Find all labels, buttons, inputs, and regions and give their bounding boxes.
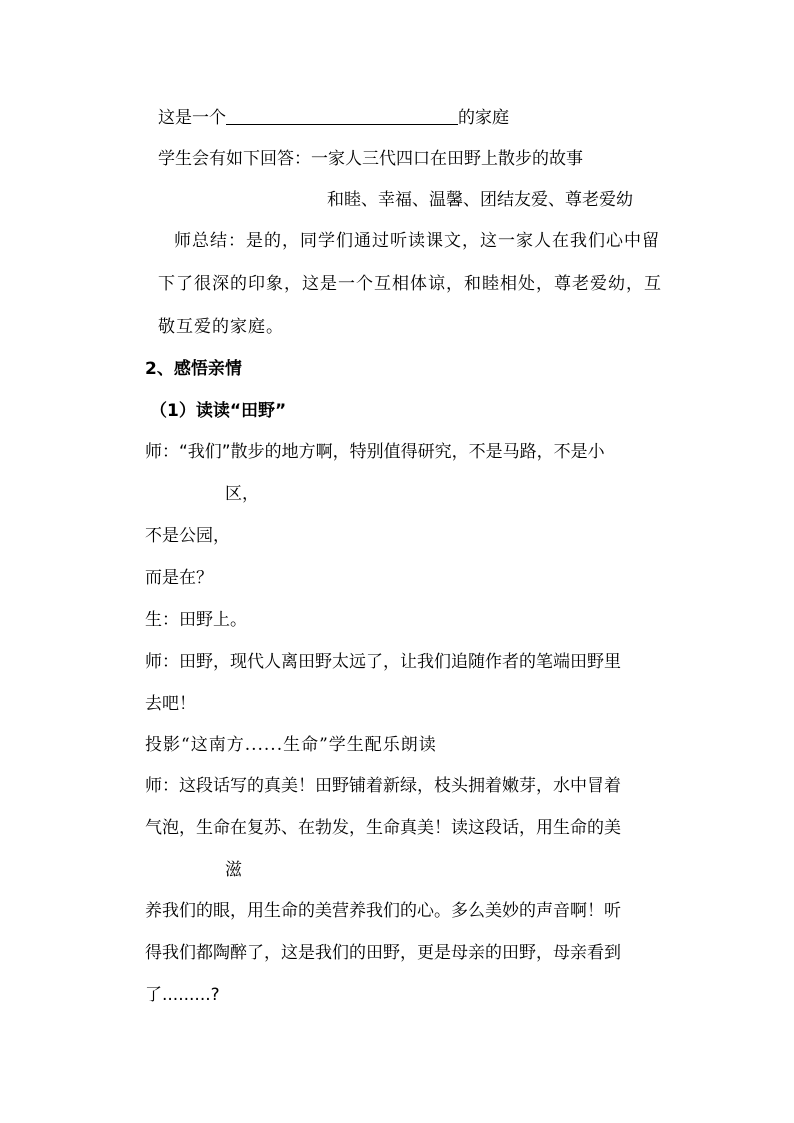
teacher-summary-line-1: 师总结：是的，同学们通过听读课文，这一家人在我们心中留 [174, 231, 660, 251]
teacher-line-4: 师：田野，现代人离田野太远了，让我们追随作者的笔端田野里 [145, 652, 621, 672]
projection-line: 投影“这南方......生命”学生配乐朗读 [145, 735, 437, 755]
teacher-line-5-cont: 气泡，生命在复苏、在勃发，生命真美！读这段话，用生命的美 [145, 818, 621, 838]
student-answer-line: 学生会有如下回答：一家人三代四口在田野上散步的故事 [158, 149, 583, 169]
section-heading: 2、感悟亲情 [145, 359, 242, 379]
teacher-line-6-cont: 得我们都陶醉了，这是我们的田野，更是母亲的田野，母亲看到 [145, 943, 621, 963]
fill-blank-sentence [158, 106, 509, 130]
teacher-line-1-wrap: 区， [225, 484, 259, 504]
student-line: 生：田野上。 [145, 610, 247, 630]
teacher-line-2: 不是公园， [145, 526, 230, 546]
teacher-summary-line-2: 下了很深的印象，这是一个互相体谅，和睦相处，尊老爱幼，互 [158, 274, 662, 294]
teacher-line-1: 师：“我们”散步的地方啊，特别值得研究，不是马路，不是小 [145, 442, 605, 462]
fill-blank-suffix: 的家庭 [458, 108, 509, 128]
teacher-line-5-wrap: 滋 [225, 860, 242, 880]
teacher-line-4-wrap: 去吧！ [145, 694, 196, 714]
fill-blank-prefix: 这是一个 [158, 108, 226, 128]
fill-blank-line [226, 106, 458, 125]
teacher-line-5: 师：这段话写的真美！田野铺着新绿，枝头拥着嫩芽，水中冒着 [145, 776, 621, 796]
teacher-line-6: 养我们的眼，用生命的美营养我们的心。多么美妙的声音啊！听 [145, 901, 621, 921]
answer-keywords-line: 和睦、幸福、温馨、团结友爱、尊老爱幼 [327, 190, 633, 210]
subsection-heading: （1）读读“田野” [150, 401, 287, 421]
teacher-line-3: 而是在？ [145, 568, 213, 588]
teacher-summary-line-3: 敬互爱的家庭。 [158, 317, 284, 337]
teacher-line-6-end: 了.........? [145, 985, 220, 1005]
